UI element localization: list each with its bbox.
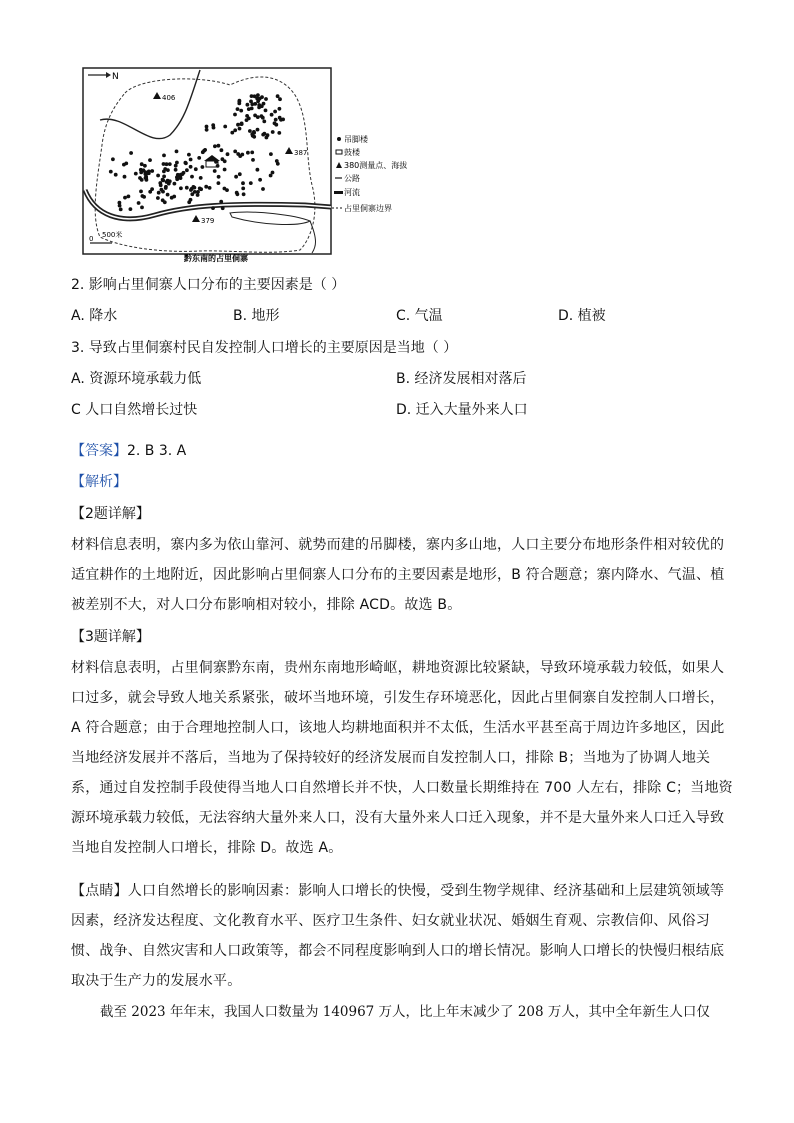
stilt-house-dot [166, 193, 170, 197]
stilt-house-dot [223, 187, 227, 191]
stilt-house-dot [233, 113, 237, 117]
stilt-house-dot [256, 115, 260, 119]
stilt-house-dot [269, 152, 273, 156]
peak-icon [285, 147, 293, 154]
stilt-house-dot [187, 153, 191, 157]
map-caption: 黔东南的占里侗寨 [184, 254, 248, 263]
stilt-house-dot [197, 156, 201, 160]
stilt-house-dot [258, 97, 262, 101]
stilt-house-dot [129, 207, 133, 211]
stilt-house-dot [262, 102, 266, 106]
stilt-house-dot [221, 206, 225, 210]
stilt-house-dot [233, 128, 237, 132]
stilt-house-dot [109, 170, 113, 174]
village-map [80, 65, 415, 265]
stilt-house-dot [245, 114, 249, 118]
stilt-house-dot [234, 175, 238, 179]
stilt-house-dot [238, 172, 242, 176]
stilt-house-dot [137, 201, 141, 205]
stilt-house-dot [140, 178, 144, 182]
stilt-house-dot [156, 174, 160, 178]
stilt-house-dot [162, 175, 166, 179]
analysis-label: 【解析】 [71, 474, 127, 490]
stilt-house-dot [123, 196, 127, 200]
stilt-house-dot [248, 129, 252, 133]
stilt-house-dot [258, 178, 262, 182]
tip-label: 【点睛】 [71, 883, 128, 899]
legend-item: 占里侗寨边界 [344, 204, 392, 213]
stilt-house-dot [194, 167, 198, 171]
q3-option-a: A. 资源环境承载力低 [71, 371, 202, 387]
stilt-house-dot [111, 157, 115, 161]
stilt-house-dot [168, 162, 172, 166]
stilt-house-dot [241, 187, 245, 191]
stilt-house-dot [260, 114, 264, 118]
detail-2-body [71, 530, 725, 620]
stilt-house-dot [163, 200, 167, 204]
stilt-house-dot [249, 181, 253, 185]
stilt-house-dot [179, 186, 183, 190]
stilt-house-legend-icon [337, 137, 341, 141]
stilt-house-dot [240, 122, 244, 126]
stilt-house-dot [275, 159, 279, 163]
stilt-house-dot [246, 151, 250, 155]
detail-2-line: 适宜耕作的土地附近，因此影响占里侗寨人口分布的主要因素是地形，B 符合题意；寨内降水、气温、植 [71, 567, 725, 583]
stilt-house-dot [213, 169, 217, 173]
stilt-house-dot [145, 171, 149, 175]
stilt-house-dot [250, 132, 254, 136]
stilt-house-dot [265, 136, 269, 140]
legend-item: 公路 [344, 174, 360, 183]
stilt-house-dot [220, 148, 224, 152]
peak-legend-icon [336, 162, 342, 168]
tip-line: 【点睛】人口自然增长的影响因素：影响人口增长的快慢，受到生物学规律、经济基础和上层建筑领域等 [71, 883, 725, 899]
stilt-house-dot [190, 175, 194, 179]
stilt-house-dot [142, 168, 146, 172]
stilt-house-dot [189, 158, 193, 162]
stilt-house-dot [118, 204, 122, 208]
stilt-house-dot [189, 198, 193, 202]
stilt-house-dot [273, 110, 277, 114]
stilt-house-dot [219, 200, 223, 204]
stilt-house-dot [162, 154, 166, 158]
stilt-house-dot [193, 186, 197, 190]
stilt-house-dot [199, 176, 203, 180]
stilt-house-dot [264, 97, 268, 101]
stilt-house-dot [174, 168, 178, 172]
stilt-house-dot [261, 187, 265, 191]
q3-option-c: C 人口自然增长过快 [71, 402, 198, 418]
stilt-house-dot [196, 190, 200, 194]
stilt-house-dot [148, 190, 152, 194]
map-legend [332, 134, 407, 213]
stilt-house-dot [274, 123, 278, 127]
tip-line: 因素，经济发达程度、文化教育水平、医疗卫生条件、妇女就业状况、婚姻生育观、宗教信仰、风俗习 [71, 913, 710, 929]
tip-line: 惯、战争、自然灾害和人口政策等，都会不同程度影响到人口的增长情况。影响人口增长的快慢归根结底 [71, 943, 725, 959]
stilt-house-dot [278, 107, 282, 111]
legend-item: 鼓楼 [344, 148, 360, 157]
stilt-house-dot [189, 188, 193, 192]
stilt-house-dot [173, 182, 177, 186]
detail-3-line: 源环境承载力较低，无法容纳大量外来人口，没有大量外来人口迁入现象，并不是大量外来人口迁入导致 [71, 810, 725, 826]
stilt-house-dot [205, 128, 209, 132]
q3-option-d: D. 迁入大量外来人口 [396, 402, 528, 418]
detail-3-line: 口过多，就会导致人地关系紧张，破坏当地环境，引发生存环境恶化，因此占里侗寨自发控制人口增长， [71, 690, 725, 706]
stilt-house-dot [278, 97, 282, 101]
q2-option-a: A. 降水 [71, 308, 118, 324]
stilt-house-dot [208, 186, 212, 190]
stilt-house-dot [175, 150, 179, 154]
stilt-house-dot [269, 174, 273, 178]
stilt-house-dot [127, 195, 131, 199]
answer-line [71, 441, 186, 461]
answer-label: 【答案】 [71, 443, 127, 459]
stilt-house-dot [123, 175, 127, 179]
stilt-house-dot [144, 176, 148, 180]
stilt-house-dot [165, 162, 169, 166]
stilt-house-dot [236, 192, 240, 196]
stilt-house-dot [211, 123, 215, 127]
stilt-house-dot [162, 170, 166, 174]
stilt-house-dot [251, 158, 255, 162]
stilt-house-dot [262, 120, 266, 124]
stilt-house-dot [143, 164, 147, 168]
stilt-house-dot [204, 185, 208, 189]
stilt-house-dot [114, 173, 118, 177]
stilt-house-dot [161, 178, 165, 182]
stilt-house-dot [189, 165, 193, 169]
stilt-house-dot [159, 183, 163, 187]
stilt-house-dot [184, 161, 188, 165]
stilt-house-dot [205, 125, 209, 129]
stilt-house-dot [170, 196, 174, 200]
stilt-house-dot [236, 123, 240, 127]
stilt-house-dot [217, 181, 221, 185]
stilt-house-dot [217, 144, 221, 148]
stilt-house-dot [264, 109, 268, 113]
stilt-house-dot [221, 157, 225, 161]
peak-label: 406 [162, 94, 176, 102]
stilt-house-dot [161, 190, 165, 194]
q2-option-d: D. 植被 [558, 308, 606, 324]
stilt-house-dot [141, 194, 145, 198]
stilt-house-dot [271, 130, 275, 134]
stilt-house-dot [238, 127, 242, 131]
detail-3-line: 当地经济发展并不落后，当地为了保持较好的经济发展而自发控制人口，排除 B；当地为了协调人地关 [71, 750, 711, 766]
village-boundary [95, 77, 315, 252]
legend-item: 河流 [344, 188, 360, 197]
detail-3-line: 系，通过自发控制手段使得当地人口自然增长并不快，人口数量长期维持在 700 人左右，排除 C；当地资 [71, 780, 733, 796]
stilt-house-dot [277, 131, 281, 135]
stilt-house-dot [257, 106, 261, 110]
stilt-house-dot [148, 158, 152, 162]
stilt-house-dot [124, 162, 128, 166]
stilt-house-dot [246, 103, 250, 107]
stilt-house-dot [185, 186, 189, 190]
stilt-house-dot [281, 118, 285, 122]
stilt-house-dot [165, 180, 169, 184]
stilt-house-dot [179, 176, 183, 180]
stilt-house-dot [201, 165, 205, 169]
drum-tower-legend-icon [336, 150, 342, 154]
stilt-house-dot [263, 132, 267, 136]
stilt-house-dot [276, 94, 280, 98]
stilt-house-dot [182, 171, 186, 175]
q2-option-c: C. 气温 [396, 308, 443, 324]
answer-text: 2. B 3. A [127, 443, 187, 459]
north-label: N [112, 72, 119, 82]
scale-zero: 0 [89, 235, 94, 243]
stilt-house-dot [238, 154, 242, 158]
stilt-house-dot [250, 107, 254, 111]
stilt-house-dot [198, 187, 202, 191]
stilt-house-dot [270, 113, 274, 117]
stilt-house-dot [249, 100, 253, 104]
stilt-house-dot [139, 190, 143, 194]
stilt-house-dot [211, 206, 215, 210]
stilt-house-dots [109, 93, 285, 211]
next-question-intro: 截至 2023 年年末，我国人口数量为 140967 万人，比上年末减少了 208 万人，其中全年新生人口仅 [100, 1004, 710, 1020]
stilt-house-dot [156, 196, 160, 200]
stilt-house-dot [175, 175, 179, 179]
stilt-house-dot [223, 125, 227, 129]
detail-3-line: 当地自发控制人口增长，排除 D。故选 A。 [71, 840, 343, 856]
detail-3-body [71, 653, 733, 863]
legend-item: 吊脚楼 [344, 135, 368, 144]
stilt-house-dot [164, 186, 168, 190]
village-map-figure [80, 65, 415, 265]
stilt-house-dot [134, 172, 138, 176]
stilt-house-dot [239, 109, 243, 113]
peak-icon [192, 215, 200, 222]
stilt-house-dot [217, 175, 221, 179]
stilt-house-dot [256, 93, 260, 97]
stilt-house-dot [140, 206, 144, 210]
question-3-stem: 3. 导致占里侗寨村民自发控制人口增长的主要原因是当地（ ） [71, 340, 458, 356]
stilt-house-dot [223, 168, 227, 172]
detail-2-label: 【2题详解】 [71, 506, 150, 522]
stilt-house-dot [250, 151, 254, 155]
stilt-house-dot [129, 151, 133, 155]
stilt-house-dot [185, 168, 189, 172]
scale-label: 500米 [102, 231, 123, 239]
stilt-house-dot [274, 118, 278, 122]
detail-3-line: A 符合题意；由于合理地控制人口，该地人均耕地面积并不太低，生活水平甚至高于周边许多地区，因此 [71, 720, 725, 736]
tip-body [71, 876, 725, 996]
peak-label: 387 [294, 149, 308, 157]
tip-line: 取决于生产力的发展水平。 [71, 973, 242, 989]
stilt-house-dot [233, 150, 237, 154]
stilt-house-dot [256, 128, 260, 132]
peak-icon [153, 92, 161, 99]
stilt-house-dot [236, 107, 240, 111]
q2-option-b: B. 地形 [233, 308, 280, 324]
detail-2-line: 材料信息表明，寨内多为依山靠河、就势而建的吊脚楼，寨内多山地，人口主要分布地形条件相对较优的 [71, 537, 725, 553]
stilt-house-dot [256, 168, 260, 172]
stilt-house-dot [213, 144, 217, 148]
stilt-house-dot [174, 164, 178, 168]
stilt-house-dot [226, 152, 230, 156]
legend-item: 380测量点、海拔 [344, 161, 408, 170]
detail-3-label: 【3题详解】 [71, 629, 150, 645]
detail-2-line: 被差别不大，对人口分布影响相对较小，排除 ACD。故选 B。 [71, 597, 462, 613]
stilt-house-dot [242, 192, 246, 196]
detail-3-line: 材料信息表明，占里侗寨黔东南，贵州东南地形崎岖，耕地资源比较紧缺，导致环境承载力较低，如果人 [71, 660, 725, 676]
peak-label: 379 [201, 217, 215, 225]
stilt-house-dot [238, 99, 242, 103]
stilt-house-dot [119, 208, 123, 212]
stilt-house-dot [150, 169, 154, 173]
stilt-house-dot [241, 181, 245, 185]
stilt-house-dot [157, 191, 161, 195]
river-legend-icon [334, 191, 343, 194]
q3-option-b: B. 经济发展相对落后 [396, 371, 527, 387]
question-2-stem: 2. 影响占里侗寨人口分布的主要因素是（ ） [71, 277, 346, 293]
stilt-house-dot [201, 150, 205, 154]
